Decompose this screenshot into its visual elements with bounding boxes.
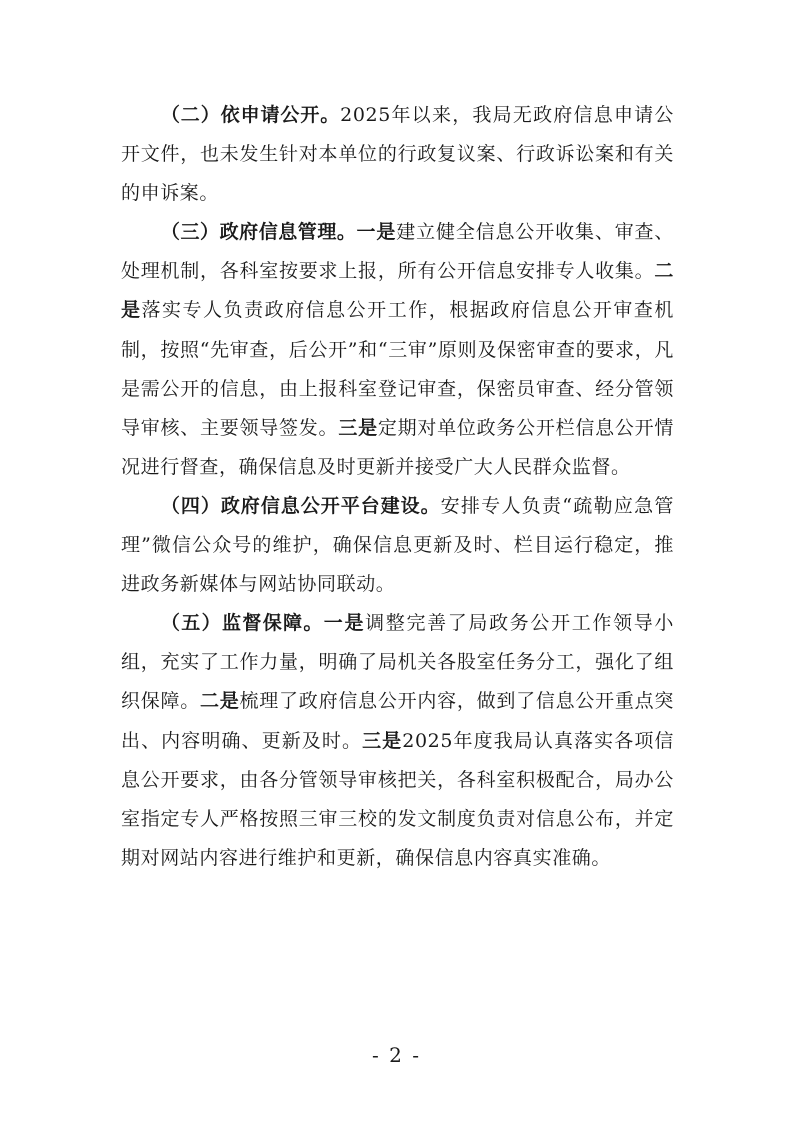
section-3-point-2-label: 二是 (121, 260, 674, 322)
section-5-paragraph (121, 604, 674, 878)
section-5-point-1-text: 调整完善了局政务公开工作领导小组，充实了工作力量，明确了局机关各股室任务分工，强化了组织保障。 (121, 612, 674, 713)
section-4-text: 安排专人负责“疏勒应急管理”微信公众号的维护，确保信息更新及时、栏目运行稳定，推进政务新媒体与网站协同联动。 (121, 494, 674, 596)
page-number: - 2 - (372, 1043, 421, 1067)
section-4-paragraph (121, 487, 674, 604)
section-5-point-2-label: 二是 (200, 690, 240, 713)
section-5-point-3-label: 三是 (362, 729, 403, 752)
section-3-point-2-text: 落实专人负责政府信息公开工作，根据政府信息公开审查机制，按照“先审查，后公开”和“三审”原则及保密审查的要求，凡是需公开的信息，由上报科室登记审查，保密员审查、经分管领导审核、主要领导签发。 (121, 299, 674, 439)
section-3-paragraph (121, 213, 674, 487)
section-4-heading: （四）政府信息公开平台建设。 (160, 494, 441, 517)
section-3-heading: （三）政府信息管理。 (160, 221, 357, 244)
document-body (121, 96, 674, 878)
section-2-heading: （二）依申请公开。 (160, 104, 341, 126)
section-5-heading: （五）监督保障。 (160, 612, 324, 635)
section-2-text: 2025年以来，我局无政府信息申请公开文件，也未发生针对本单位的行政复议案、行政诉讼案和有关的申诉案。 (121, 104, 675, 205)
section-3-point-3-label: 三是 (338, 416, 378, 439)
section-3-point-3-text: 定期对单位政务公开栏信息公开情况进行督查，确保信息及时更新并接受广大人民群众监督。 (121, 416, 674, 478)
section-3-point-1-label: 一是 (356, 221, 397, 244)
section-3-point-1-text: 建立健全信息公开收集、审查、处理机制，各科室按要求上报，所有公开信息安排专人收集。 (121, 221, 675, 283)
section-5-point-1-label: 一是 (323, 612, 366, 635)
section-5-point-2-text: 梳理了政府信息公开内容，做到了信息公开重点突出、内容明确、更新及时。 (121, 690, 675, 752)
section-5-point-3-text: 2025年度我局认真落实各项信息公开要求，由各分管领导审核把关，各科室积极配合，局办公室指定专人严格按照三审三校的发文制度负责对信息公布，并定期对网站内容进行维护和更新，确保信息内容真实准确。 (121, 729, 675, 869)
section-2-paragraph (121, 96, 674, 213)
